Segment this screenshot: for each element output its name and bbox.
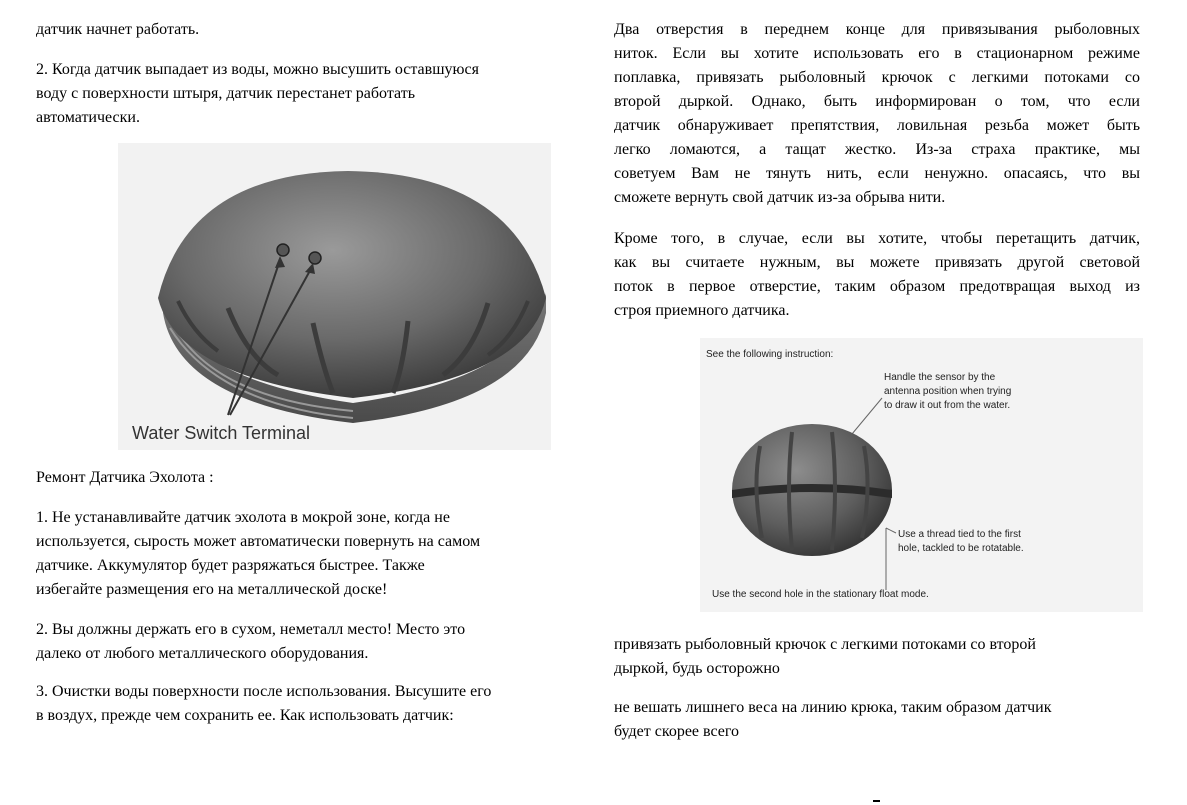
text-line: автоматически.	[36, 109, 140, 126]
paragraph-drag	[614, 227, 1140, 323]
repair-heading: Ремонт Датчика Эхолота :	[36, 469, 214, 486]
figure-instruction	[700, 338, 1143, 612]
note-thread-line-2: hole, tackled to be rotatable.	[898, 543, 1024, 554]
note-float: Use the second hole in the stationary float mode.	[712, 589, 929, 600]
text-line: второй дыркой. Однако, быть информирован о том, что если	[614, 93, 1140, 110]
text-line: поток в первое отверстие, таким образом предотвращая выход из	[614, 278, 1140, 295]
text-line: избегайте размещения его на металлической доске!	[36, 581, 388, 598]
text-line: далеко от любого металлического оборудования.	[36, 645, 369, 662]
text-line: датчике. Аккумулятор будет разряжаться быстрее. Также	[36, 557, 425, 574]
text-line: строя приемного датчика.	[614, 302, 790, 319]
text-line: легко ломаются, а тащат жестко. Из-за страха практике, мы	[614, 141, 1140, 158]
text-line: дыркой, будь осторожно	[614, 660, 780, 677]
text-line: 1. Не устанавливайте датчик эхолота в мокрой зоне, когда не	[36, 509, 450, 526]
text-line: сможете вернуть свой датчик из-за обрыва нити.	[614, 189, 946, 206]
paragraph-holes	[614, 18, 1140, 210]
note-antenna-line-1: Handle the sensor by the	[884, 372, 996, 383]
page-mark	[873, 800, 880, 802]
note-antenna-line-3: to draw it out from the water.	[884, 400, 1011, 411]
repair-item-1	[36, 506, 576, 602]
figure-water-switch	[118, 143, 551, 450]
instruction-illustration	[700, 338, 1143, 612]
text-line: используется, сырость может автоматически повернуть на самом	[36, 533, 481, 550]
text-line: будет скорее всего	[614, 723, 740, 740]
sensor-illustration	[118, 143, 551, 450]
text-line: Кроме того, в случае, если вы хотите, чтобы перетащить датчик,	[614, 230, 1140, 247]
paragraph-top: датчик начнет работать.	[36, 21, 200, 38]
text-line: Два отверстия в переднем конце для привязывания рыболовных	[614, 21, 1140, 38]
text-line: воду с поверхности штыря, датчик перестанет работать	[36, 85, 415, 102]
text-line: не вешать лишнего веса на линию крюка, таким образом датчик	[614, 699, 1052, 716]
text-line: как вы считаете нужным, вы можете привязать другой световой	[614, 254, 1140, 271]
note-antenna-line-2: antenna position when trying	[884, 386, 1012, 397]
figure2-title: See the following instruction:	[706, 349, 834, 360]
text-line: 2. Вы должны держать его в сухом, неметалл место! Место это	[36, 621, 466, 638]
text-line: поплавка, привязать рыболовный крючок с легкими потоками со	[614, 69, 1140, 86]
text-line: ниток. Если вы хотите использовать его в стационарном режиме	[614, 45, 1140, 62]
text-line: 3. Очистки воды поверхности после использования. Высушите его	[36, 683, 492, 700]
paragraph-weight	[614, 696, 1140, 744]
text-line: привязать рыболовный крючок с легкими потоками со второй	[614, 636, 1036, 653]
repair-item-2	[36, 618, 576, 666]
note-thread-line-1: Use a thread tied to the first	[898, 529, 1021, 540]
text-line: 2. Когда датчик выпадает из воды, можно высушить оставшуюся	[36, 61, 479, 78]
text-line: советуем Вам не тянуть нить, если ненужно. опасаясь, что вы	[614, 165, 1140, 182]
figure1-label: Water Switch Terminal	[132, 423, 311, 443]
paragraph-hook	[614, 633, 1140, 681]
paragraph-item-2	[36, 58, 576, 130]
text-line: в воздух, прежде чем сохранить ее. Как использовать датчик:	[36, 707, 454, 724]
repair-item-3	[36, 680, 576, 728]
text-line: датчик обнаруживает препятствия, ловильная резьба может быть	[614, 117, 1140, 134]
